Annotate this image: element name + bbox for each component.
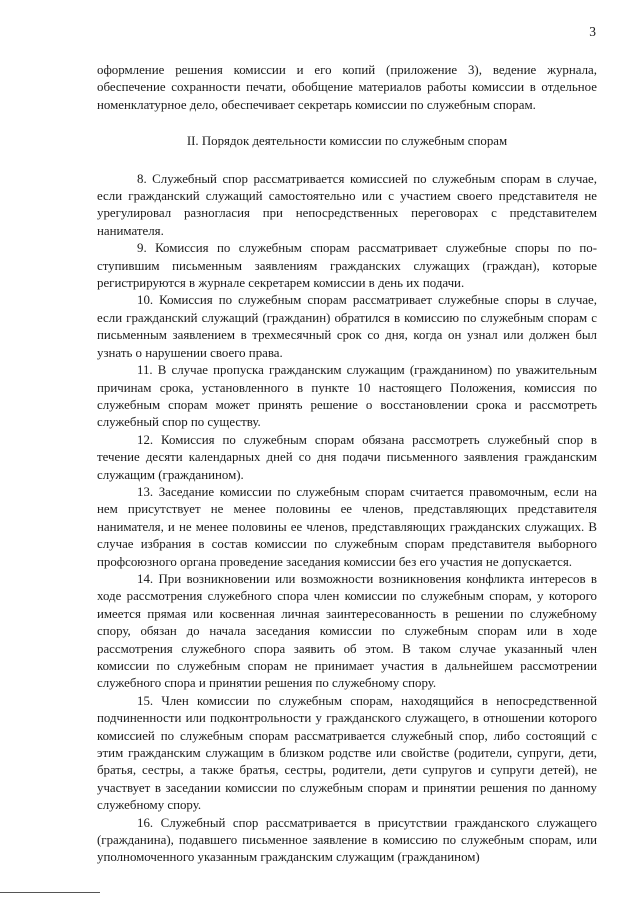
document-body xyxy=(97,62,597,867)
section-title: II. Порядок деятельности комиссии по служебным спорам xyxy=(186,134,508,149)
paragraph-9: 9. Комиссия по служебным спорам рассматривает служебные споры по поступившим письменным заявлениям гражданских служащих (граждан), которые регистрируются в журнале секретарем комиссии в день их подачи. xyxy=(97,241,597,291)
page-number: 3 xyxy=(589,24,596,39)
paragraph-14: 14. При возникновении или возможности возникновения конфликта интересов в ходе рассмотрения служебного спора член комиссии по служебным спорам, у которого имеется прямая или косвенная личная заинтересованность в решении по служебному спору, обязан до начала заседания комиссии по служебным спорам или в ходе рассмотрения служебного спора заявить об этом. В таком случае указанный член комиссии по служебным спорам не принимает участия в дальнейшем рассмотрении служебного спора и принятии решения по служебному спору. xyxy=(97,571,597,691)
footer-divider xyxy=(0,892,100,893)
paragraph-11: 11. В случае пропуска гражданским служащим (гражданином) по уважительным причинам срока, установленного в пункте 10 настоящего Положения, комиссия по служебным спорам может принять решение о восстановлении срока и рассмотреть служебный спор по существу. xyxy=(97,363,597,430)
paragraph-12: 12. Комиссия по служебным спорам обязана рассмотреть служебный спор в течение десяти календарных дней со дня подачи письменного заявления гражданским служащим (гражданином). xyxy=(97,432,597,482)
paragraph-8: 8. Служебный спор рассматривается комиссией по служебным спорам в случае, если гражданский служащий самостоятельно или с участием своего представителя не урегулировал разногласия при непосредственных переговорах с представителем нанимателя. xyxy=(97,171,597,238)
paragraph-13: 13. Заседание комиссии по служебным спорам считается правомочным, если на нем присутствует не менее половины ее членов, представляющих представителя нанимателя, и не менее половины ее членов, представляющих гражданских служащих. В случае избрания в состав комиссии по служебным спорам представителя выборного профсоюзного органа проведение заседания комиссии без его участия не допускается. xyxy=(97,484,597,569)
paragraph-16: 16. Служебный спор рассматривается в присутствии гражданского служащего (гражданина), подавшего письменное заявление в комиссию по служебным спорам, или уполномоченного указанным гражданским служащим (гражданином) xyxy=(97,815,597,865)
intro-paragraph: оформление решения комиссии и его копий (приложение 3), ведение журнала, обеспечение сохранности печати, обобщение материалов работы комиссии в отдельное номенклатурное дело, обеспечивает секретарь комиссии по служебным спорам. xyxy=(97,63,597,112)
paragraph-10: 10. Комиссия по служебным спорам рассматривает служебные споры в случае, если гражданский служащий (гражданин) обратился в комиссию по служебным спорам с письменным заявлением в трехмесячный срок со дня, когда он узнал или должен был узнать о нарушении своего права. xyxy=(97,293,597,360)
paragraph-15: 15. Член комиссии по служебным спорам, находящийся в непосредственной подчиненности или подконтрольности у гражданского служащего, в отношении которого комиссией по служебным спорам рассматривается служебный спор, либо состоящий с этим гражданским служащим в близком родстве или свойстве (родители, супруги, дети, братья, сестры, а также братья, сестры, родители, дети супругов и супруги детей), не участвует в заседании комиссии по служебным спорам и принятии решения по данному служебному спору. xyxy=(97,693,597,813)
